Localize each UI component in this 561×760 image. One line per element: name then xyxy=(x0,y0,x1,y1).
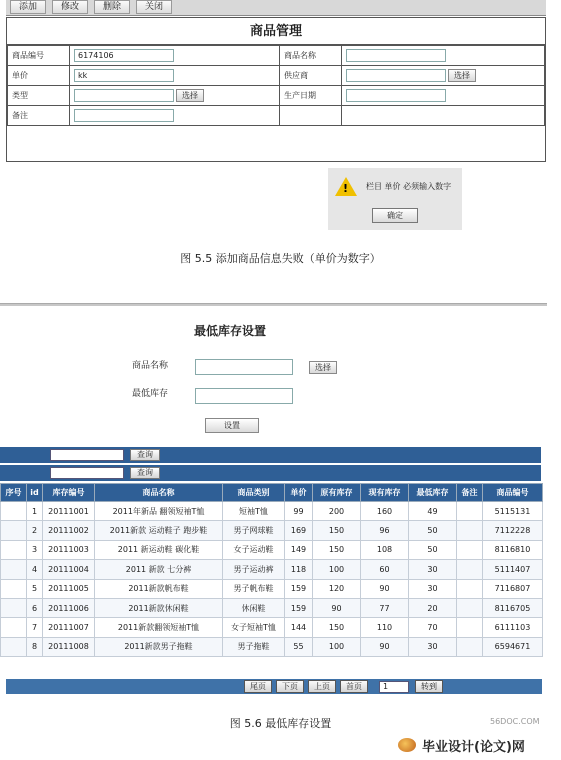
table-cell: 50 xyxy=(409,540,457,559)
figure-caption: 图 5.6 最低库存设置 xyxy=(229,717,332,730)
table-cell: 50 xyxy=(409,521,457,540)
table-cell: 159 xyxy=(285,598,313,617)
product-name-label: 商品名称 xyxy=(132,361,169,371)
table-cell xyxy=(1,502,27,521)
form-row xyxy=(8,46,545,66)
query-input[interactable] xyxy=(50,467,124,479)
min-stock-input[interactable] xyxy=(195,388,293,404)
set-button[interactable]: 设置 xyxy=(205,418,259,433)
table-row[interactable] xyxy=(1,618,543,637)
product-form-table xyxy=(7,45,545,126)
col-header[interactable]: 原有库存 xyxy=(313,484,361,502)
table-cell: 200 xyxy=(313,502,361,521)
table-row[interactable] xyxy=(1,579,543,598)
table-cell: 8 xyxy=(27,637,43,656)
next-page-button[interactable]: 下页 xyxy=(276,680,304,693)
table-cell: 男子运动裤 xyxy=(223,560,285,579)
form-title: 商品管理 xyxy=(7,18,545,45)
table-cell xyxy=(1,637,27,656)
table-cell: 女子运动鞋 xyxy=(223,540,285,559)
table-cell: 2011 新款 七分裤 xyxy=(95,560,223,579)
table-cell: 2011新款 运动鞋子 跑步鞋 xyxy=(95,521,223,540)
col-header[interactable]: 现有库存 xyxy=(361,484,409,502)
table-cell: 30 xyxy=(409,637,457,656)
table-cell: 女子短袖T恤 xyxy=(223,618,285,637)
col-header[interactable]: 库存编号 xyxy=(43,484,95,502)
table-cell: 短袖T恤 xyxy=(223,502,285,521)
supplier-input[interactable] xyxy=(346,69,446,82)
site-logo xyxy=(398,734,554,756)
empty-cell xyxy=(280,106,342,126)
table-cell: 男子拖鞋 xyxy=(223,637,285,656)
table-cell: 8116810 xyxy=(483,540,543,559)
table-cell: 149 xyxy=(285,540,313,559)
pager xyxy=(6,679,542,694)
col-header[interactable]: 单价 xyxy=(285,484,313,502)
table-cell xyxy=(457,502,483,521)
col-header[interactable]: id xyxy=(27,484,43,502)
product-name-input[interactable] xyxy=(195,359,293,375)
col-header[interactable]: 商品名称 xyxy=(95,484,223,502)
table-cell: 休闲鞋 xyxy=(223,598,285,617)
col-header[interactable]: 商品类别 xyxy=(223,484,285,502)
alert-ok-button[interactable]: 确定 xyxy=(372,208,418,223)
table-cell: 150 xyxy=(313,540,361,559)
table-cell xyxy=(1,521,27,540)
table-cell: 2011新款休闲鞋 xyxy=(95,598,223,617)
product-code-input[interactable]: 6174106 xyxy=(74,49,174,62)
type-input[interactable] xyxy=(74,89,174,102)
table-cell: 8116705 xyxy=(483,598,543,617)
table-cell xyxy=(457,540,483,559)
supplier-pick-button[interactable]: 选择 xyxy=(448,69,476,82)
table-cell: 2011新款帆布鞋 xyxy=(95,579,223,598)
table-cell: 2011年新品 翻领短袖T恤 xyxy=(95,502,223,521)
field-label-production-date: 生产日期 xyxy=(280,86,342,106)
table-cell: 100 xyxy=(313,637,361,656)
type-pick-button[interactable]: 选择 xyxy=(176,89,204,102)
min-stock-label: 最低库存 xyxy=(132,389,169,399)
empty-cell xyxy=(342,106,545,126)
table-cell: 5115131 xyxy=(483,502,543,521)
table-cell: 2011 新运动鞋 碳化鞋 xyxy=(95,540,223,559)
table-cell xyxy=(1,560,27,579)
figure-caption: 图 5.5 添加商品信息失败（单价为数字） xyxy=(180,252,381,265)
table-row[interactable] xyxy=(1,521,543,540)
query-button[interactable]: 查询 xyxy=(130,449,160,461)
table-cell xyxy=(457,579,483,598)
warning-icon: ! xyxy=(335,177,357,196)
table-cell: 6111103 xyxy=(483,618,543,637)
field-label-product-name: 商品名称 xyxy=(280,46,342,66)
last-page-button[interactable]: 尾页 xyxy=(244,680,272,693)
table-cell xyxy=(457,618,483,637)
table-cell xyxy=(1,598,27,617)
table-cell: 5111407 xyxy=(483,560,543,579)
table-cell: 96 xyxy=(361,521,409,540)
table-cell: 90 xyxy=(361,637,409,656)
production-date-input[interactable] xyxy=(346,89,446,102)
table-cell: 108 xyxy=(361,540,409,559)
query-input[interactable] xyxy=(50,449,124,461)
field-label-product-code: 商品编号 xyxy=(8,46,70,66)
table-cell: 20 xyxy=(409,598,457,617)
table-cell xyxy=(1,618,27,637)
table-cell: 20111002 xyxy=(43,521,95,540)
form-row xyxy=(8,66,545,86)
table-cell: 2011新款男子拖鞋 xyxy=(95,637,223,656)
form-row xyxy=(8,86,545,106)
table-cell: 90 xyxy=(313,598,361,617)
table-cell: 169 xyxy=(285,521,313,540)
validation-alert xyxy=(328,168,462,230)
table-cell: 20111007 xyxy=(43,618,95,637)
table-cell: 7 xyxy=(27,618,43,637)
col-header[interactable]: 序号 xyxy=(1,484,27,502)
field-label-type: 类型 xyxy=(8,86,70,106)
product-management-form xyxy=(6,17,546,162)
table-header-row xyxy=(1,484,543,502)
table-cell xyxy=(457,560,483,579)
table-row[interactable] xyxy=(1,540,543,559)
query-bar xyxy=(0,465,541,481)
table-cell: 2 xyxy=(27,521,43,540)
table-cell: 20111004 xyxy=(43,560,95,579)
table-cell: 7112228 xyxy=(483,521,543,540)
logo-icon xyxy=(398,738,416,752)
col-header[interactable]: 商品编号 xyxy=(483,484,543,502)
table-cell xyxy=(457,637,483,656)
field-label-supplier: 供应商 xyxy=(280,66,342,86)
table-cell: 20111008 xyxy=(43,637,95,656)
form-row xyxy=(8,106,545,126)
query-bar xyxy=(0,447,541,463)
stock-table xyxy=(0,483,543,657)
table-cell: 77 xyxy=(361,598,409,617)
product-pick-button[interactable]: 选择 xyxy=(309,361,337,374)
col-header[interactable]: 最低库存 xyxy=(409,484,457,502)
site-watermark-text: 56DOC.COM xyxy=(490,717,540,726)
table-cell xyxy=(457,598,483,617)
table-cell: 4 xyxy=(27,560,43,579)
table-cell: 2011新款翻领短袖T恤 xyxy=(95,618,223,637)
edit-button[interactable]: 修改 xyxy=(52,0,88,14)
table-cell: 30 xyxy=(409,579,457,598)
table-cell: 118 xyxy=(285,560,313,579)
table-cell: 99 xyxy=(285,502,313,521)
page-number-input[interactable]: 1 xyxy=(379,681,409,693)
query-button[interactable]: 查询 xyxy=(130,467,160,479)
table-cell: 20111001 xyxy=(43,502,95,521)
table-cell: 110 xyxy=(361,618,409,637)
goto-button[interactable]: 转到 xyxy=(415,680,443,693)
alert-message: 栏目 单价 必须输入数字 xyxy=(366,182,452,191)
table-cell: 70 xyxy=(409,618,457,637)
table-row[interactable] xyxy=(1,598,543,617)
table-cell: 6594671 xyxy=(483,637,543,656)
table-cell: 3 xyxy=(27,540,43,559)
col-header[interactable]: 备注 xyxy=(457,484,483,502)
table-row[interactable] xyxy=(1,637,543,656)
close-button[interactable]: 关闭 xyxy=(136,0,172,14)
table-cell: 7116807 xyxy=(483,579,543,598)
table-cell: 144 xyxy=(285,618,313,637)
first-page-button[interactable]: 首页 xyxy=(340,680,368,693)
table-cell: 20111005 xyxy=(43,579,95,598)
table-cell xyxy=(1,579,27,598)
price-input[interactable]: kk xyxy=(74,69,174,82)
field-label-remark: 备注 xyxy=(8,106,70,126)
table-cell: 55 xyxy=(285,637,313,656)
logo-text: 毕业设计(论文)网 xyxy=(422,739,525,755)
table-cell: 100 xyxy=(313,560,361,579)
remark-input[interactable] xyxy=(74,109,174,122)
table-body xyxy=(1,502,543,657)
table-cell: 150 xyxy=(313,521,361,540)
product-name-input[interactable] xyxy=(346,49,446,62)
prev-page-button[interactable]: 上页 xyxy=(308,680,336,693)
table-cell: 20111006 xyxy=(43,598,95,617)
table-cell: 160 xyxy=(361,502,409,521)
table-cell: 90 xyxy=(361,579,409,598)
table-cell: 30 xyxy=(409,560,457,579)
table-cell: 5 xyxy=(27,579,43,598)
table-cell: 150 xyxy=(313,618,361,637)
table-cell: 159 xyxy=(285,579,313,598)
table-cell: 49 xyxy=(409,502,457,521)
add-button[interactable]: 添加 xyxy=(10,0,46,14)
toolbar xyxy=(6,0,546,16)
delete-button[interactable]: 删除 xyxy=(94,0,130,14)
table-cell: 1 xyxy=(27,502,43,521)
table-cell: 120 xyxy=(313,579,361,598)
table-cell: 60 xyxy=(361,560,409,579)
section-divider xyxy=(0,303,547,306)
table-cell: 6 xyxy=(27,598,43,617)
table-cell: 20111003 xyxy=(43,540,95,559)
table-row[interactable] xyxy=(1,560,543,579)
table-cell xyxy=(1,540,27,559)
table-row[interactable] xyxy=(1,502,543,521)
table-cell: 男子网球鞋 xyxy=(223,521,285,540)
field-label-price: 单价 xyxy=(8,66,70,86)
table-cell xyxy=(457,521,483,540)
table-cell: 男子帆布鞋 xyxy=(223,579,285,598)
page-title: 最低库存设置 xyxy=(193,324,266,338)
